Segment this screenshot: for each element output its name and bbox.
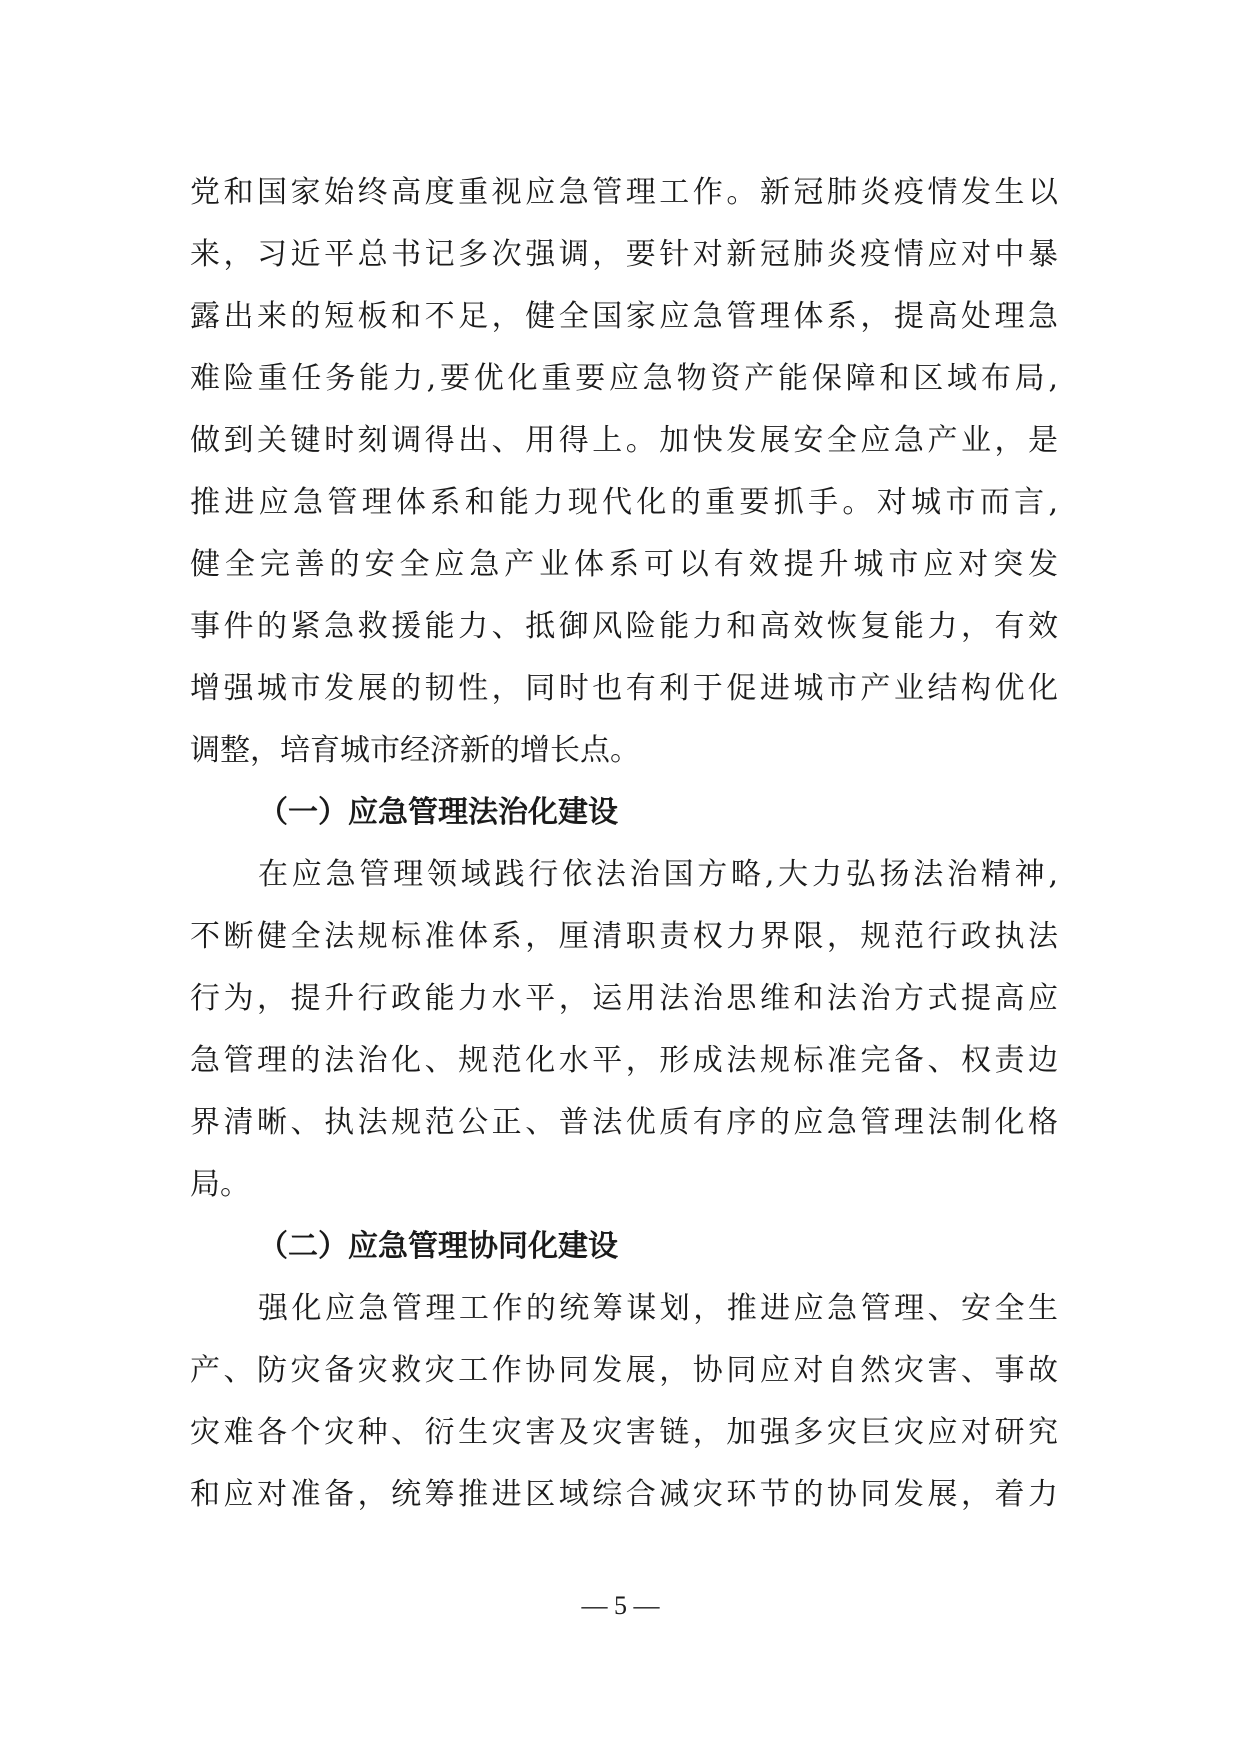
- paragraph-1-line-3: 露出来的短板和不足，健全国家应急管理体系，提高处理急: [190, 299, 1058, 334]
- paragraph-2-line-4: 急管理的法治化、规范化水平，形成法规标准完备、权责边: [190, 1043, 1058, 1078]
- paragraph-3-line-3: 灾难各个灾种、衍生灾害及灾害链，加强多灾巨灾应对研究: [190, 1415, 1058, 1450]
- paragraph-3-line-4: 和应对准备，统筹推进区域综合减灾环节的协同发展，着力: [190, 1477, 1058, 1512]
- paragraph-1-line-7: 健全完善的安全应急产业体系可以有效提升城市应对突发: [190, 547, 1058, 582]
- paragraph-2-line-1: 在应急管理领域践行依法治国方略,大力弘扬法治精神,: [258, 857, 1058, 892]
- paragraph-3-line-1: 强化应急管理工作的统筹谋划，推进应急管理、安全生: [258, 1291, 1058, 1326]
- paragraph-2-line-2: 不断健全法规标准体系，厘清职责权力界限，规范行政执法: [190, 919, 1058, 954]
- paragraph-2-line-3: 行为，提升行政能力水平，运用法治思维和法治方式提高应: [190, 981, 1058, 1016]
- paragraph-1-line-9: 增强城市发展的韧性，同时也有利于促进城市产业结构优化: [190, 671, 1058, 706]
- section-heading-1: （一）应急管理法治化建设: [258, 795, 618, 830]
- paragraph-2-line-6: 局。: [190, 1167, 250, 1202]
- section-heading-2: （二）应急管理协同化建设: [258, 1229, 618, 1264]
- paragraph-1-line-8: 事件的紧急救援能力、抵御风险能力和高效恢复能力，有效: [190, 609, 1058, 644]
- paragraph-1-line-5: 做到关键时刻调得出、用得上。加快发展安全应急产业，是: [190, 423, 1058, 458]
- paragraph-1-line-4: 难险重任务能力,要优化重要应急物资产能保障和区域布局,: [190, 361, 1058, 396]
- paragraph-1-line-6: 推进应急管理体系和能力现代化的重要抓手。对城市而言,: [190, 485, 1058, 520]
- paragraph-2-line-5: 界清晰、执法规范公正、普法优质有序的应急管理法制化格: [190, 1105, 1058, 1140]
- page-number: — 5 —: [581, 1591, 660, 1620]
- paragraph-1-line-10: 调整，培育城市经济新的增长点。: [190, 733, 640, 768]
- paragraph-3-line-2: 产、防灾备灾救灾工作协同发展，协同应对自然灾害、事故: [190, 1353, 1058, 1388]
- paragraph-1-line-2: 来，习近平总书记多次强调，要针对新冠肺炎疫情应对中暴: [190, 237, 1058, 272]
- paragraph-1-line-1: 党和国家始终高度重视应急管理工作。新冠肺炎疫情发生以: [190, 175, 1058, 210]
- body-text: [190, 162, 1058, 1526]
